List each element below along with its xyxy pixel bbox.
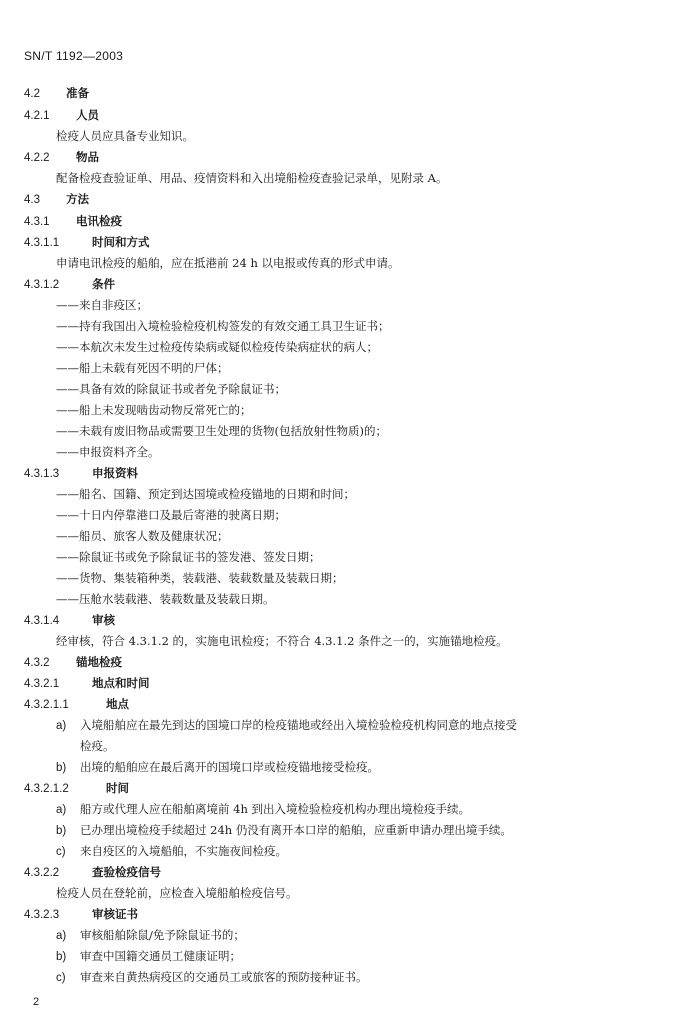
section-title: 电讯检疫 [76,214,122,228]
section-number: 4.3.2.1.2 [24,783,69,795]
list-item [56,738,115,754]
section-number: 4.3.1 [24,216,50,228]
section-number: 4.3.2.2 [24,867,60,879]
list-marker: c) [56,972,66,984]
section-number: 4.2.1 [24,110,50,122]
list-item: ——压舱水装载港、装载数量及装载日期。 [56,592,275,606]
list-item: ——船员、旅客人数及健康状况； [56,529,229,543]
list-item-text: 已办理出境检疫手续超过 24h 仍没有离开本口岸的船舶，应重新申请办理出境手续。 [80,823,512,837]
section-title: 审核 [92,613,115,627]
section-title: 方法 [66,192,89,206]
section-heading [24,276,115,293]
section-title: 申报资料 [92,466,138,480]
section-number: 4.3.2.1.1 [24,699,69,711]
list-item [56,822,512,839]
section-title: 地点 [106,697,129,711]
section-number: 4.3.1.4 [24,615,60,627]
section-heading [24,213,122,230]
list-item-text: 检疫。 [80,739,115,753]
section-heading [24,906,138,923]
section-title: 条件 [92,277,115,291]
section-title: 审核证书 [92,907,138,921]
section-number: 4.3 [24,194,40,206]
list-item: ——船名、国籍、预定到达国境或检疫锚地的日期和时间； [56,487,355,501]
paragraph: 检疫人员在登轮前，应检查入境船舶检疫信号。 [56,886,298,900]
list-item-text: 审核船舶除鼠/免予除鼠证书的； [80,928,245,942]
paragraph: 配备检疫查验证单、用品、疫情资料和入出境船检疫查验记录单，见附录 A。 [56,171,448,185]
list-item [56,927,245,944]
list-item-text: 来自疫区的入境船舶，不实施夜间检疫。 [80,844,287,858]
list-item: ——船上未发现啮齿动物反常死亡的； [56,403,252,417]
section-number: 4.3.2 [24,657,50,669]
list-item [56,801,470,818]
section-number: 4.2.2 [24,152,50,164]
section-title: 锚地检疫 [76,655,122,669]
section-title: 时间 [106,781,129,795]
page-number: 2 [33,996,40,1008]
list-item-text: 审查中国籍交通员工健康证明； [80,949,241,963]
list-marker: a) [56,720,67,732]
section-heading [24,654,122,671]
section-number: 4.3.1.2 [24,279,60,291]
list-marker: a) [56,930,67,942]
list-item: ——申报资料齐全。 [56,445,160,459]
list-item: ——货物、集装箱种类，装载港、装载数量及装载日期； [56,571,344,585]
section-title: 时间和方式 [92,235,150,249]
list-item [56,759,379,776]
section-heading [24,85,89,102]
section-number: 4.3.1.1 [24,237,60,249]
list-marker: b) [56,762,67,774]
section-heading [24,107,99,124]
list-item: ——持有我国出入境检验检疫机构签发的有效交通工具卫生证书； [56,319,390,333]
list-item [56,948,241,965]
list-item-text: 出境的船舶应在最后离开的国境口岸或检疫锚地接受检疫。 [80,760,379,774]
list-item: ——十日内停靠港口及最后寄港的驶离日期； [56,508,286,522]
section-heading [24,149,99,166]
section-heading [24,612,115,629]
list-item [56,717,517,734]
list-item [56,843,287,860]
list-item: ——具备有效的除鼠证书或者免予除鼠证书； [56,382,286,396]
list-item: ——本航次未发生过检疫传染病或疑似检疫传染病症状的病人； [56,340,378,354]
paragraph: 申请电讯检疫的船舶，应在抵港前 24 h 以电报或传真的形式申请。 [56,256,400,270]
section-heading [24,675,150,692]
section-number: 4.3.2.1 [24,678,60,690]
list-item-text: 入境船舶应在最先到达的国境口岸的检疫锚地或经出入境检验检疫机构同意的地点接受 [80,718,517,732]
paragraph: 经审核，符合 4.3.1.2 的，实施电讯检疫；不符合 4.3.1.2 条件之一的，实施锚地检疫。 [56,634,508,648]
list-item [56,969,368,986]
list-item: ——除鼠证书或免予除鼠证书的签发港、签发日期； [56,550,321,564]
list-marker: a) [56,804,67,816]
section-heading [24,864,161,881]
section-heading [24,234,150,251]
section-number: 4.2 [24,88,40,100]
section-heading [24,191,89,208]
list-item: ——来自非疫区； [56,298,148,312]
section-number: 4.3.1.3 [24,468,60,480]
list-item: ——船上未载有死因不明的尸体； [56,361,229,375]
section-title: 物品 [76,150,99,164]
section-number: 4.3.2.3 [24,909,60,921]
section-heading [24,465,138,482]
list-item-text: 审查来自黄热病疫区的交通员工或旅客的预防接种证书。 [80,970,368,984]
list-marker: b) [56,825,67,837]
section-title: 查验检疫信号 [92,865,161,879]
list-item-text: 船方或代理人应在船舶离境前 4h 到出入境检验检疫机构办理出境检疫手续。 [80,802,471,816]
list-marker: c) [56,846,66,858]
section-title: 人员 [76,108,99,122]
list-marker: b) [56,951,67,963]
section-heading [24,780,129,797]
section-title: 准备 [66,86,89,100]
section-title: 地点和时间 [92,676,150,690]
standard-code: SN/T 1192—2003 [24,49,124,63]
section-heading [24,696,129,713]
paragraph: 检疫人员应具备专业知识。 [56,129,194,143]
list-item: ——未载有废旧物品或需要卫生处理的货物(包括放射性物质)的； [56,424,387,438]
